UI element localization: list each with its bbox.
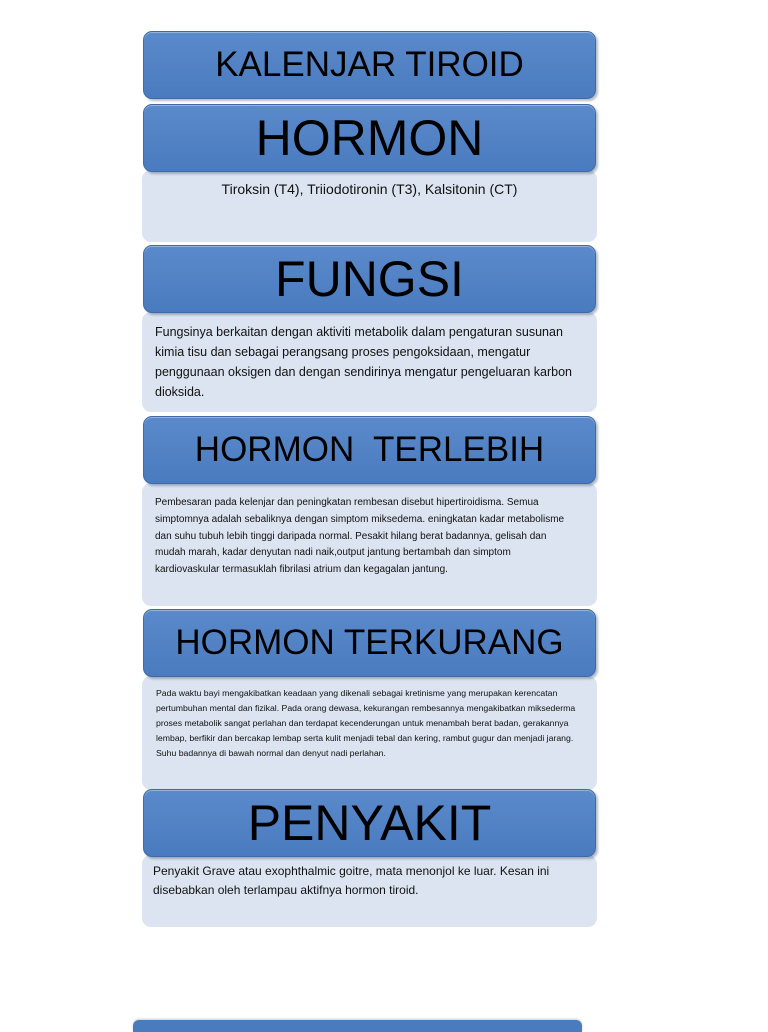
page-title: KALENJAR TIROID — [215, 45, 524, 84]
hormon-panel — [142, 170, 597, 242]
penyakit-heading-banner — [143, 789, 596, 857]
hormon-heading: HORMON — [255, 110, 484, 166]
fungsi-panel — [142, 312, 597, 412]
hormon-text: Tiroksin (T4), Triiodotironin (T3), Kalsitonin (CT) — [221, 181, 518, 197]
hormon-terlebih-panel — [142, 483, 597, 606]
hormon-terkurang-heading: HORMON TERKURANG — [175, 623, 564, 662]
hormon-terlebih-heading-banner — [143, 416, 596, 484]
penyakit-text: Penyakit Grave atau exophthalmic goitre, mata menonjol ke luar. Kesan ini disebabkan oleh terlampau aktifnya hormon tiroid. — [153, 864, 550, 897]
hormon-terlebih-heading: HORMON TERLEBIH — [194, 430, 545, 469]
next-page-banner-edge — [133, 1020, 582, 1032]
fungsi-heading-banner — [143, 245, 596, 313]
hormon-terlebih-text: Pembesaran pada kelenjar dan peningkatan rembesan disebut hipertiroidisma. Semua simptomnya adalah sebaliknya dengan simptom miksedema. eningkatan kadar metabolisme dan suhu tubuh lebih tinggi daripada normal. Pesakit hilang berat badannya, gelisah dan mudah marah, kadar denyutan nadi naik,output jantung bertambah dan simptom kardiovaskular termasuklah fibrilasi atrium dan kegagalan jantung. — [155, 497, 565, 576]
title-banner — [143, 31, 596, 99]
hormon-heading-banner — [143, 104, 596, 172]
penyakit-panel — [142, 855, 597, 927]
hormon-terkurang-heading-banner — [143, 609, 596, 677]
fungsi-text: Fungsinya berkaitan dengan aktiviti metabolik dalam pengaturan susunan kimia tisu dan sebagai perangsang proses pengoksidaan, mengatur penggunaan oksigen dan dengan sendirinya mengatur pengeluaran karbon dioksida. — [155, 325, 572, 399]
hormon-terkurang-text: Pada waktu bayi mengakibatkan keadaan yang dikenali sebagai kretinisme yang merupakan kerencatan pertumbuhan mental dan fizikal. Pada orang dewasa, kekurangan rembesannya mengakibatkan miksederma proses metabolik sangat perlahan dan terdapat kecenderungan untuk menambah berat badan, gerakannya lembap, berfikir dan bercakap lembap serta kulit menjadi tebal dan kering, rambut gugur dan menjadi jarang. Suhu badannya di bawah normal dan denyut nadi perlahan. — [156, 688, 576, 759]
hormon-terkurang-panel — [142, 676, 597, 790]
fungsi-heading: FUNGSI — [275, 251, 464, 307]
penyakit-heading: PENYAKIT — [247, 795, 492, 851]
